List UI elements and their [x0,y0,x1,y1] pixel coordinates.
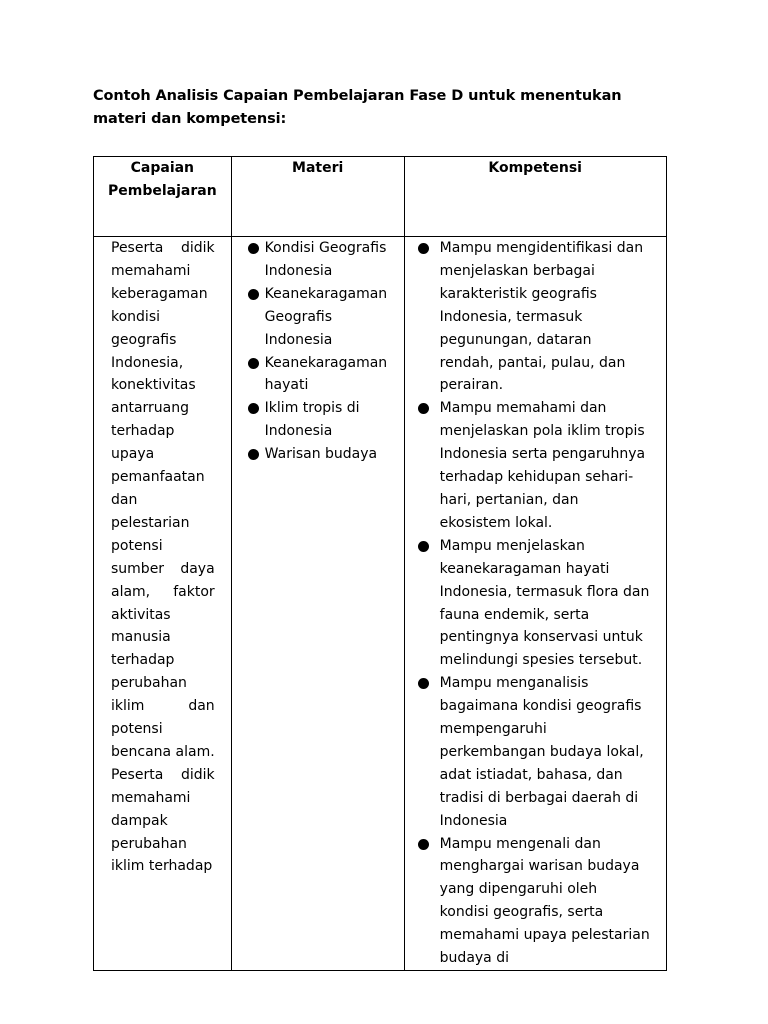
table-row [94,237,667,971]
list-item: Warisan budaya [265,443,404,466]
capaian-cell [94,237,232,971]
bullet-icon [418,541,429,552]
analysis-table [93,156,667,971]
bullet-icon [248,358,259,369]
list-item: Mampu memahami dan menjelaskan pola iklim tropis Indonesia serta pengaruhnya terhadap kehidupan sehari-hari, pertanian, dan ekosistem lokal. [440,397,666,534]
document-heading: Contoh Analisis Capaian Pembelajaran Fase D untuk menentukan materi dan kompetensi: [93,88,622,127]
list-item: Mampu menjelaskan keanekaragaman hayati Indonesia, termasuk flora dan fauna endemik, serta pentingnya konservasi untuk melindungi spesies tersebut. [440,535,666,672]
list-item: Keanekaragaman Geografis Indonesia [265,283,404,352]
capaian-text: Peserta didik memahami keberagaman kondisi geografis Indonesia, konektivitas antarruang terhadap upaya pemanfaatan dan pelestarian potensi sumber daya alam, faktor aktivitas manusia terhadap perubahan iklim dan potensi bencana alam. Peserta didik memahami dampak perubahan iklim terhadap [111,240,215,875]
list-item: Mampu menganalisis bagaimana kondisi geografis mempengaruhi perkembangan budaya lokal, adat istiadat, bahasa, dan tradisi di berbagai daerah di Indonesia [440,672,666,832]
kompetensi-list [405,237,666,970]
table-header-row [94,157,667,237]
bullet-icon [418,839,429,850]
header-materi: Materi [231,157,404,237]
bullet-icon [248,449,259,460]
list-item: Kondisi Geografis Indonesia [265,237,404,283]
materi-cell [231,237,404,971]
bullet-icon [418,403,429,414]
header-capaian-pembelajaran: Capaian Pembelajaran [94,157,232,237]
list-item: Mampu mengidentifikasi dan menjelaskan berbagai karakteristik geografis Indonesia, termasuk pegunungan, dataran rendah, pantai, pulau, dan perairan. [440,237,666,397]
header-kompetensi: Kompetensi [404,157,666,237]
bullet-icon [248,403,259,414]
bullet-icon [418,678,429,689]
bullet-icon [418,243,429,254]
list-item: Keanekaragaman hayati [265,352,404,398]
bullet-icon [248,289,259,300]
list-item: Mampu mengenali dan menghargai warisan budaya yang dipengaruhi oleh kondisi geografis, serta memahami upaya pelestarian budaya di [440,833,666,970]
bullet-icon [248,243,259,254]
list-item: Iklim tropis di Indonesia [265,397,404,443]
kompetensi-cell [404,237,666,971]
materi-list [232,237,404,466]
